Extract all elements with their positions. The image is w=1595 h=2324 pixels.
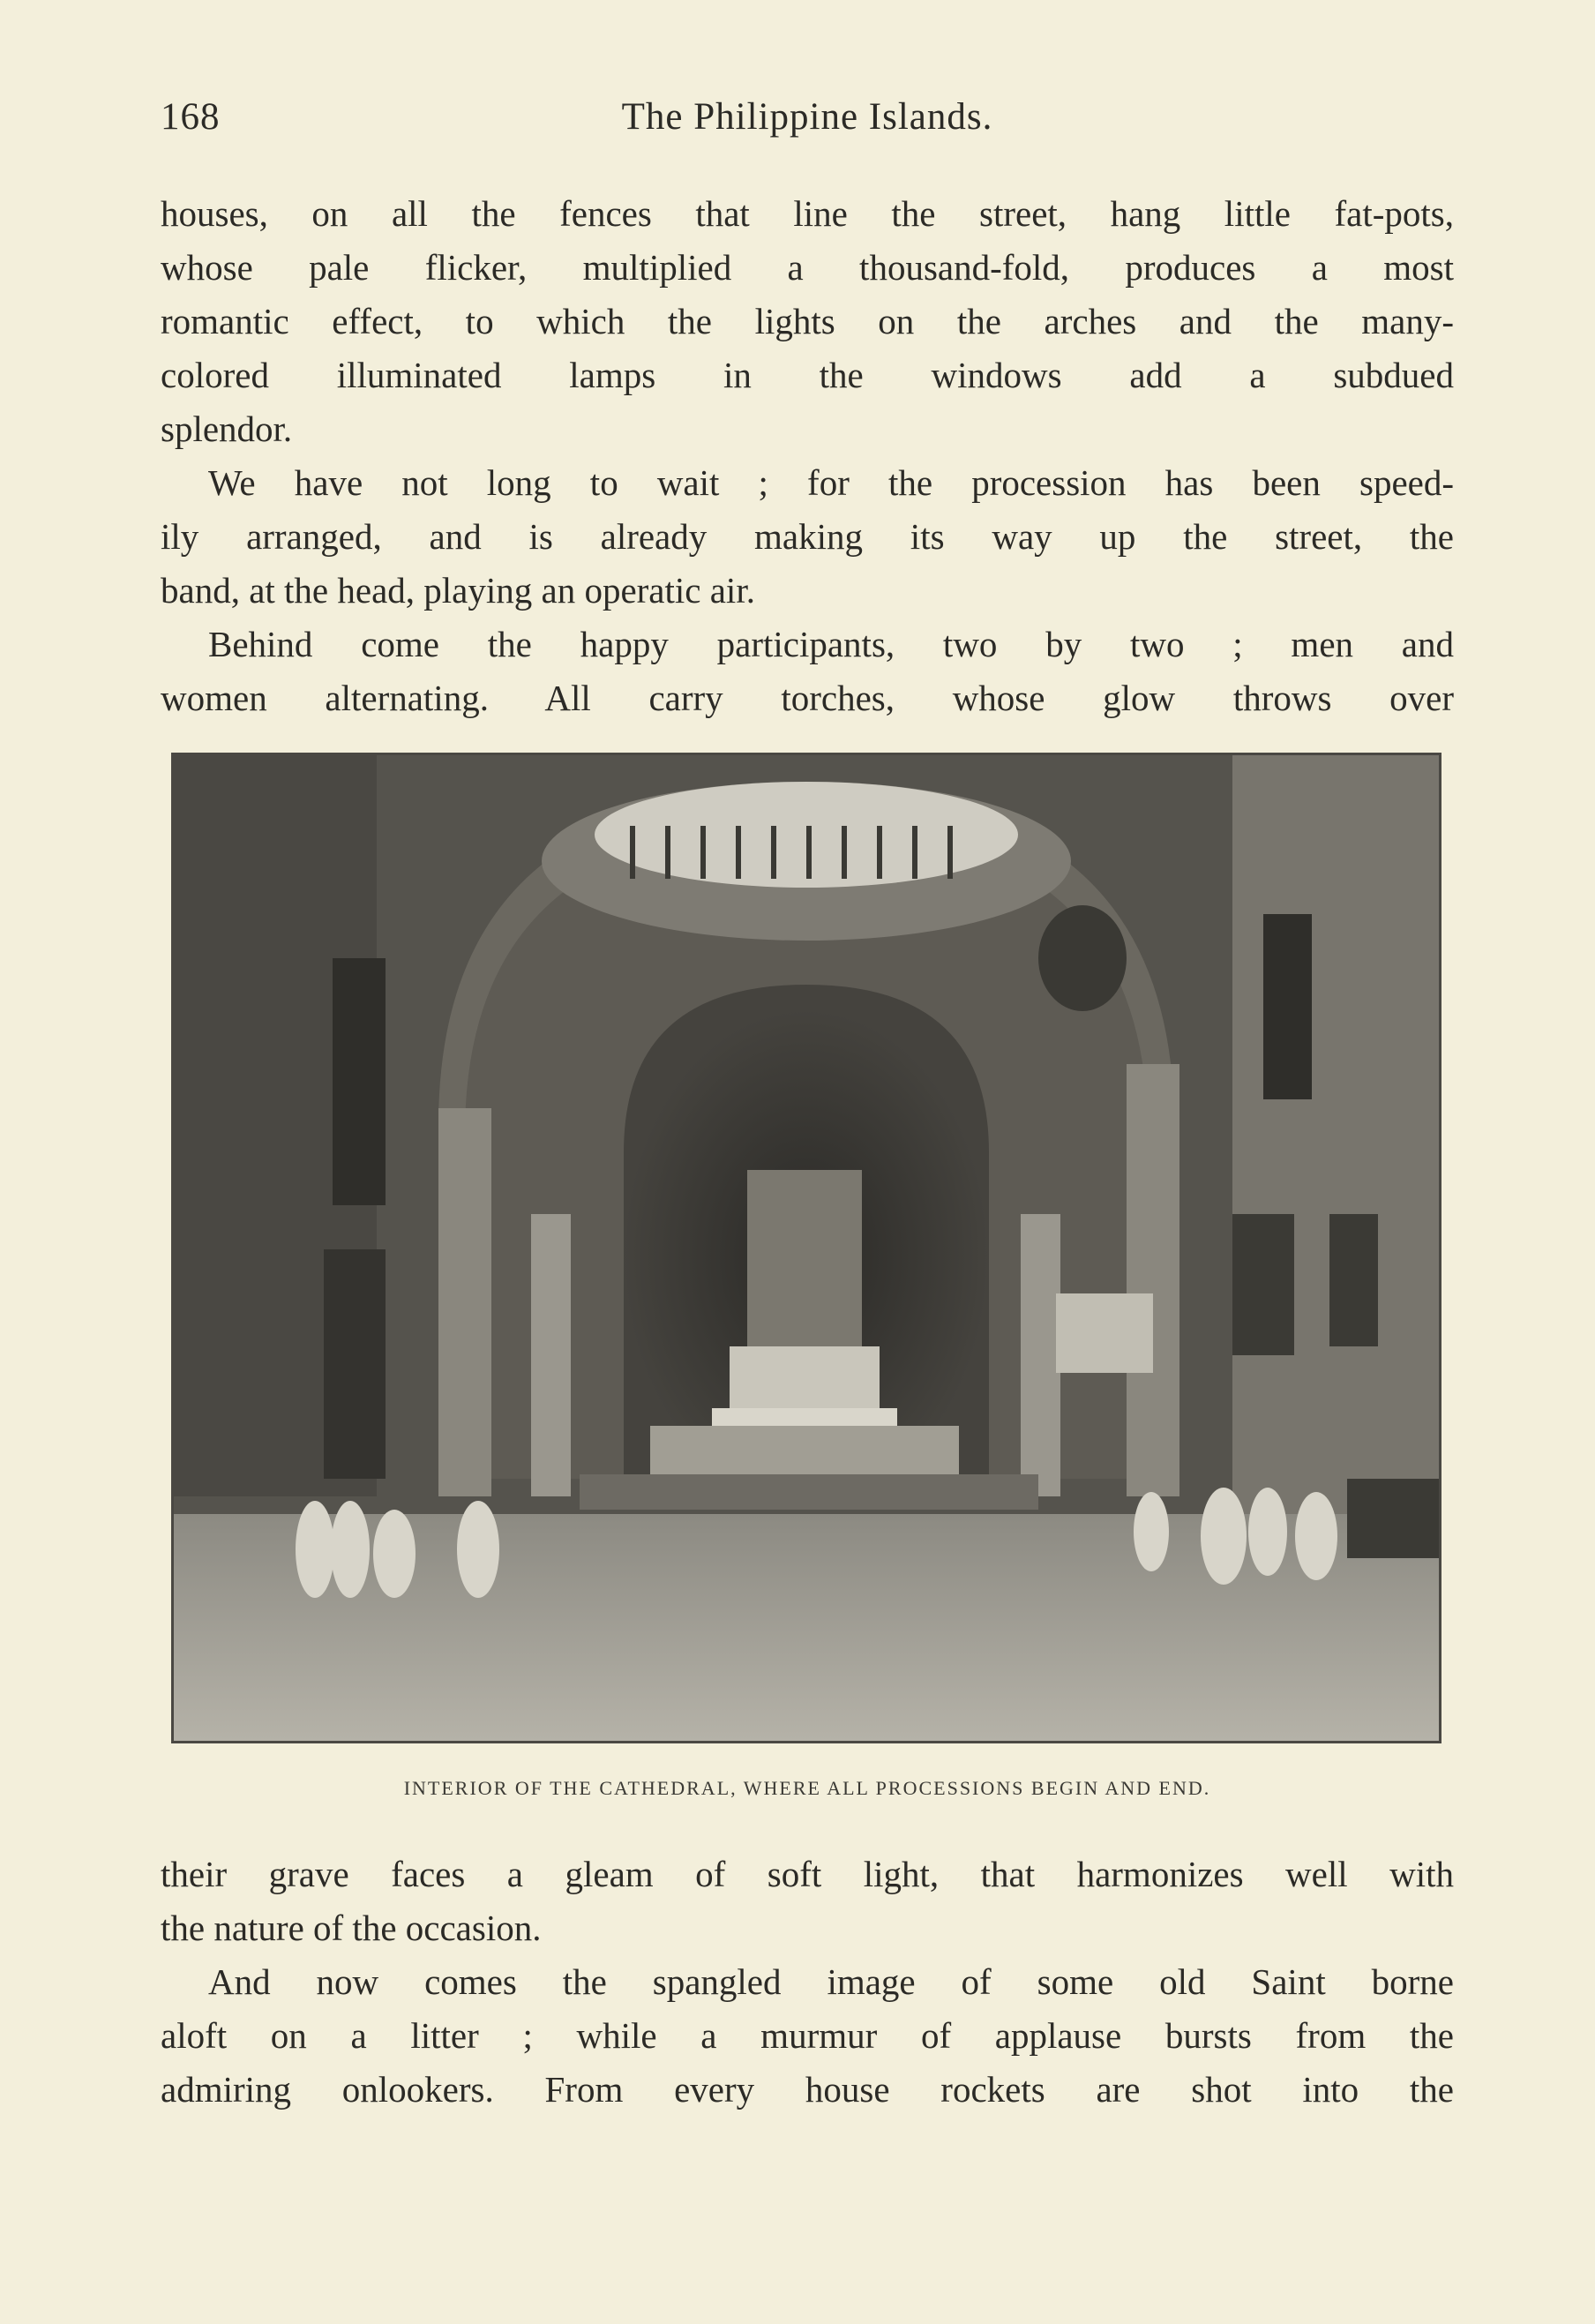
- page-number: 168: [161, 96, 221, 138]
- cathedral-photograph: [171, 753, 1441, 1743]
- page-header: [161, 95, 1454, 148]
- text-line: And now comes the spangled image of some old Saint borne: [208, 1961, 1454, 2002]
- text-line: houses, on all the fences that line the street, hang little fat-pots,: [161, 193, 1454, 234]
- figure-caption: INTERIOR OF THE CATHEDRAL, WHERE ALL PROCESSIONS BEGIN AND END.: [403, 1777, 1211, 1799]
- text-line: colored illuminated lamps in the windows add a subdued: [161, 355, 1454, 395]
- text-line: whose pale flicker, multiplied a thousand-fold, produces a most: [161, 247, 1454, 288]
- top-text-block: [161, 187, 1454, 725]
- text-line: band, at the head, playing an operatic air.: [161, 570, 755, 611]
- text-line: Behind come the happy participants, two by two ; men and: [208, 624, 1454, 664]
- bottom-text-block: [161, 1848, 1454, 2117]
- text-line: admiring onlookers. From every house rockets are shot into the: [161, 2069, 1454, 2110]
- text-line: ily arranged, and is already making its way up the street, the: [161, 516, 1454, 557]
- text-line: aloft on a litter ; while a murmur of applause bursts from the: [161, 2015, 1454, 2056]
- text-line: their grave faces a gleam of soft light, that harmonizes well with: [161, 1854, 1454, 1894]
- text-line: women alternating. All carry torches, whose glow throws over: [161, 678, 1454, 718]
- text-line: splendor.: [161, 409, 293, 449]
- running-title: The Philippine Islands.: [621, 96, 993, 138]
- text-line: We have not long to wait ; for the procession has been speed-: [208, 462, 1454, 503]
- text-line: romantic effect, to which the lights on the arches and the many-: [161, 301, 1454, 341]
- text-line: the nature of the occasion.: [161, 1908, 542, 1948]
